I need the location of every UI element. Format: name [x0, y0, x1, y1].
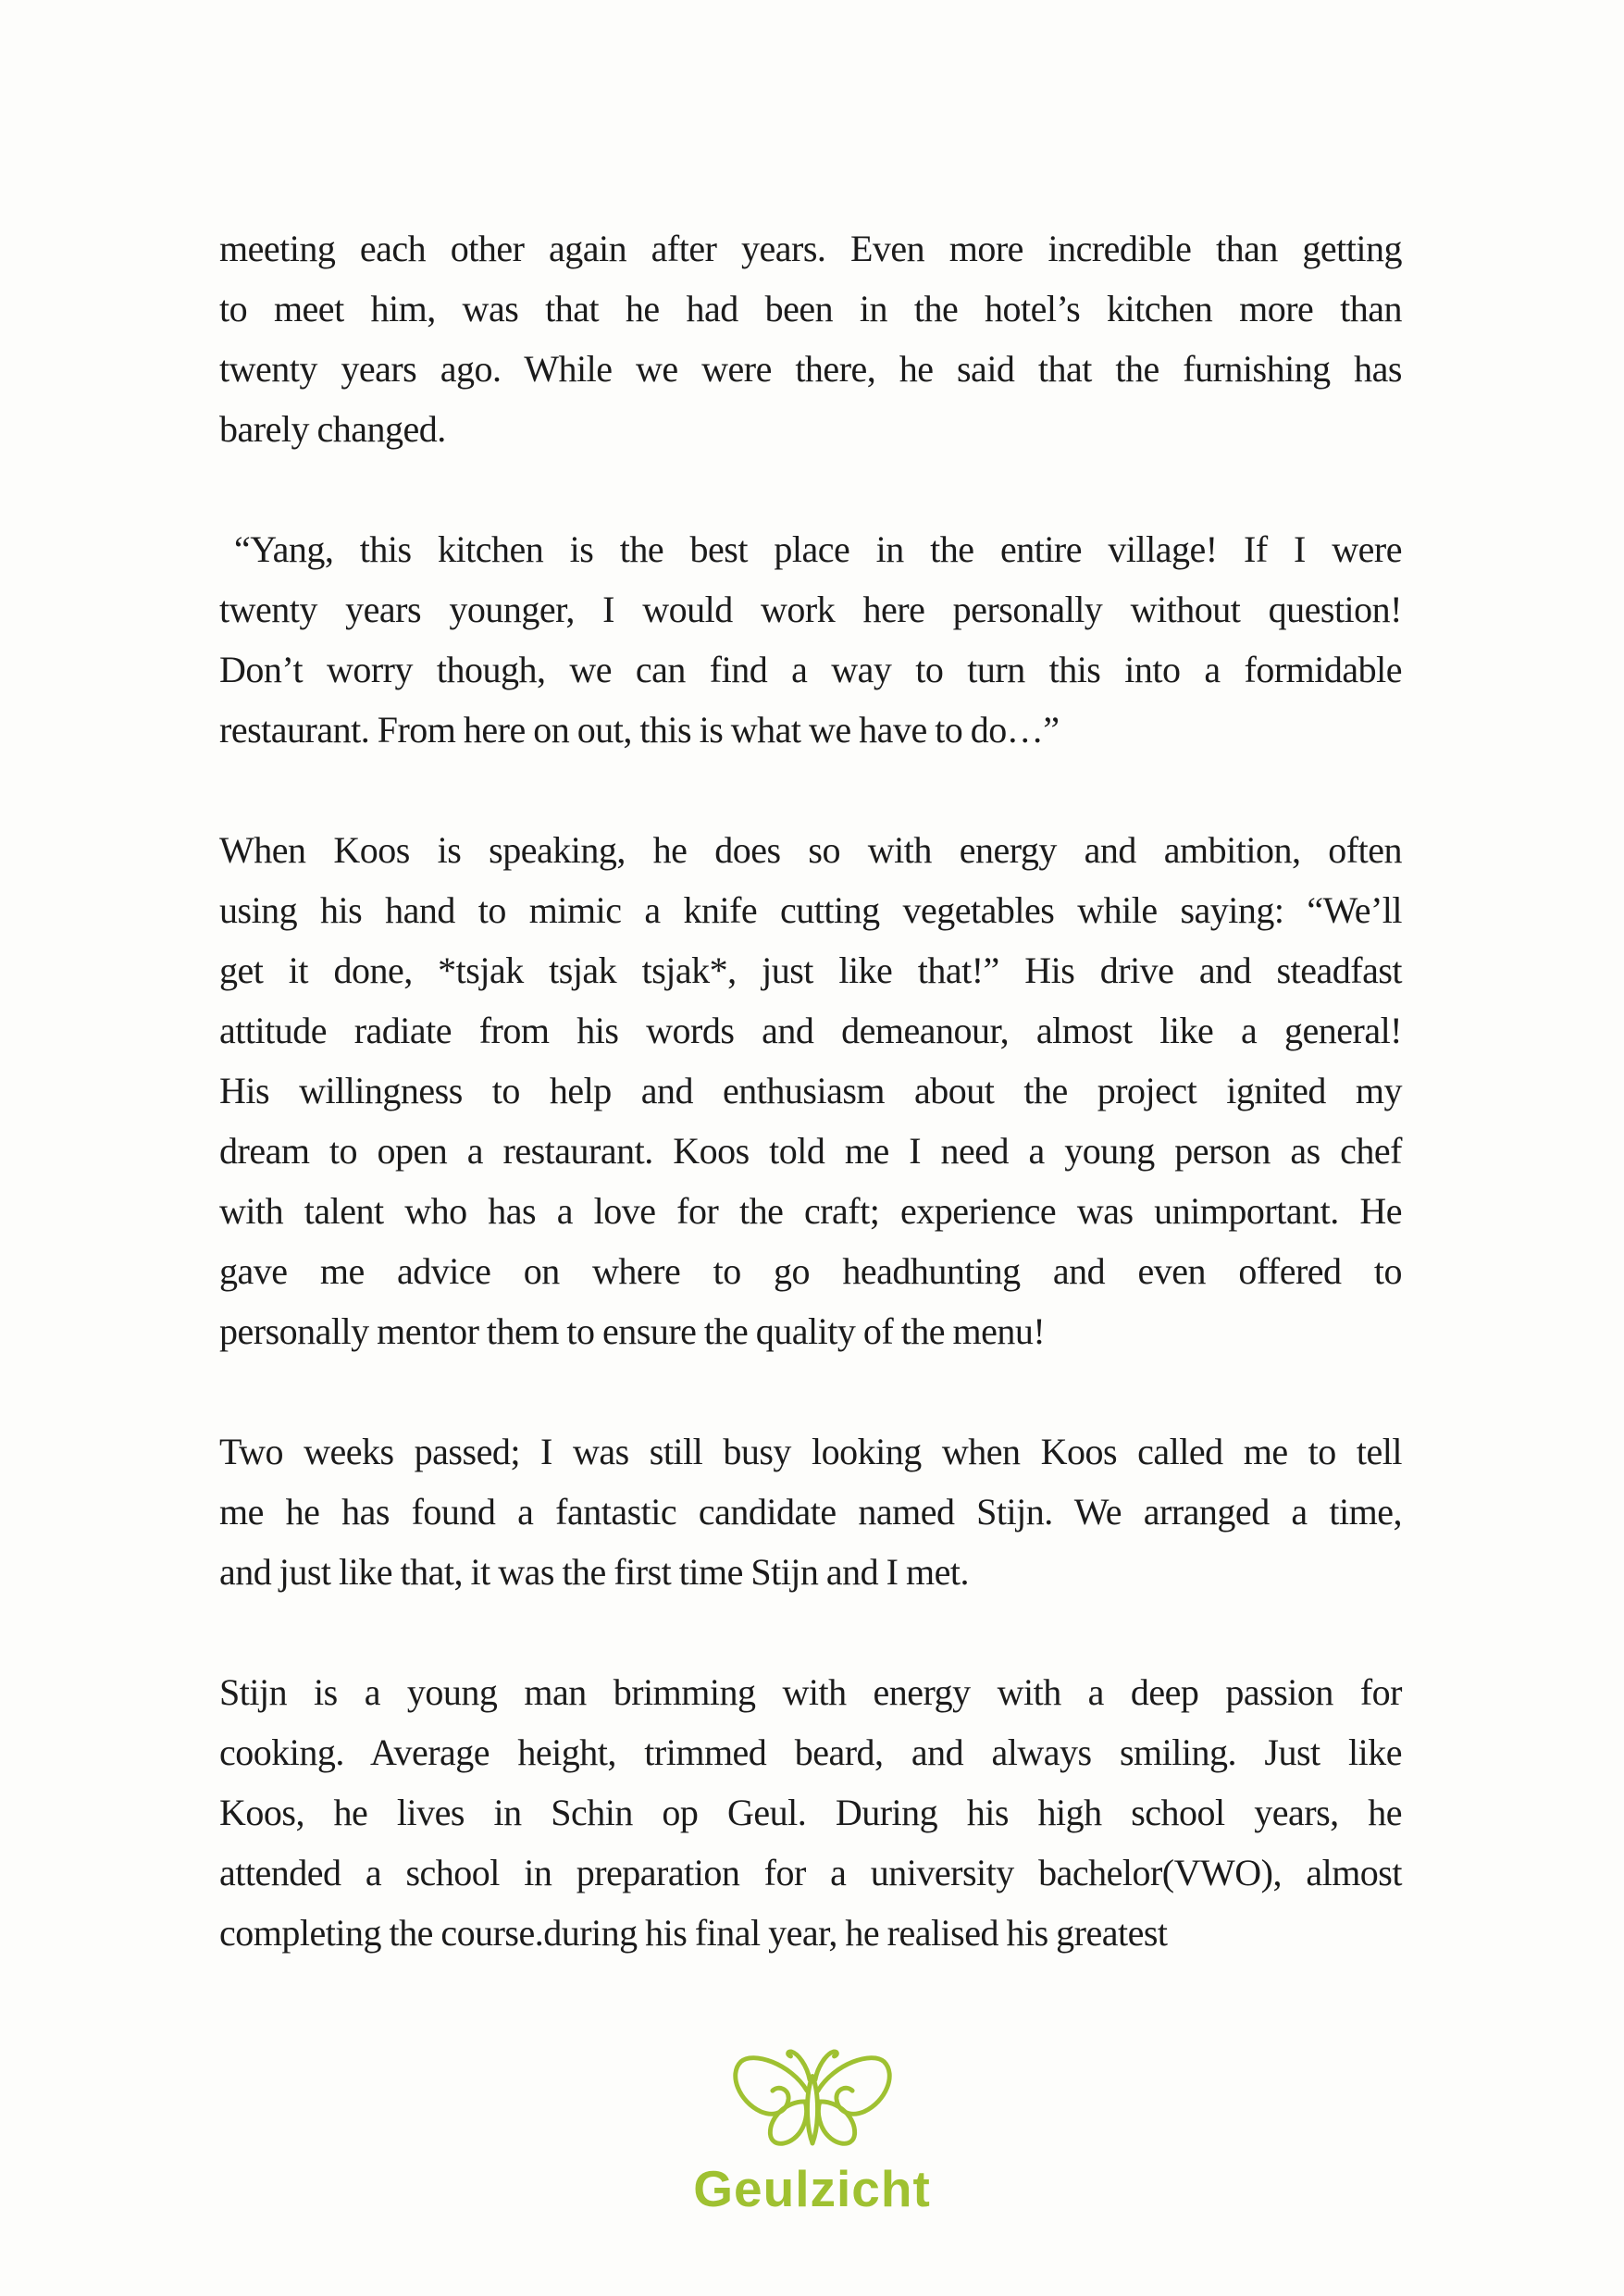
- text-line: with talent who has a love for the craft; experience was unimportant. He: [219, 1190, 1402, 1232]
- text-line: get it done, *tsjak tsjak tsjak*, just like that!” His drive and steadfast: [219, 949, 1402, 991]
- text-line: personally mentor them to ensure the quality of the menu!: [219, 1310, 1046, 1352]
- text-line: “Yang, this kitchen is the best place in the entire village! If I were: [234, 528, 1402, 570]
- text-line: completing the course.during his final year, he realised his greatest: [219, 1912, 1168, 1954]
- logo-text: Geulzicht: [693, 2160, 931, 2217]
- text-line: dream to open a restaurant. Koos told me I need a young person as chef: [219, 1130, 1402, 1172]
- paragraph: [219, 820, 1402, 1361]
- text-line: Two weeks passed; I was still busy looking when Koos called me to tell: [219, 1431, 1402, 1472]
- text-line: attitude radiate from his words and demeanour, almost like a general!: [219, 1010, 1402, 1051]
- text-line: using his hand to mimic a knife cutting vegetables while saying: “We’ll: [219, 889, 1402, 931]
- text-line: meeting each other again after years. Even more incredible than getting: [219, 228, 1402, 269]
- butterfly-icon: [722, 2043, 903, 2156]
- text-line: to meet him, was that he had been in the hotel’s kitchen more than: [219, 288, 1402, 329]
- text-line: restaurant. From here on out, this is what we have to do…”: [219, 709, 1060, 751]
- text-line: Koos, he lives in Schin op Geul. During his high school years, he: [219, 1792, 1402, 1833]
- text-line: When Koos is speaking, he does so with energy and ambition, often: [219, 829, 1402, 871]
- paragraph: [219, 519, 1402, 760]
- paragraph: [219, 1662, 1402, 1963]
- text-line: me he has found a fantastic candidate named Stijn. We arranged a time,: [219, 1491, 1402, 1533]
- text-line: twenty years ago. While we were there, he said that the furnishing has: [219, 348, 1402, 390]
- text-line: gave me advice on where to go headhunting and even offered to: [219, 1250, 1402, 1292]
- text-line: attended a school in preparation for a university bachelor(VWO), almost: [219, 1852, 1402, 1893]
- text-line: cooking. Average height, trimmed beard, and always smiling. Just like: [219, 1731, 1402, 1773]
- text-line: and just like that, it was the first time Stijn and I met.: [219, 1551, 969, 1593]
- text-line: twenty years younger, I would work here personally without question!: [219, 589, 1402, 630]
- paragraph: [219, 218, 1402, 459]
- text-line: His willingness to help and enthusiasm about the project ignited my: [219, 1070, 1402, 1111]
- paragraph: [219, 1421, 1402, 1602]
- text-line: barely changed.: [219, 408, 446, 450]
- text-line: Don’t worry though, we can find a way to turn this into a formidable: [219, 649, 1402, 690]
- text-line: Stijn is a young man brimming with energy with a deep passion for: [219, 1671, 1402, 1713]
- text-content: [219, 218, 1402, 1963]
- logo: [0, 2043, 1624, 2215]
